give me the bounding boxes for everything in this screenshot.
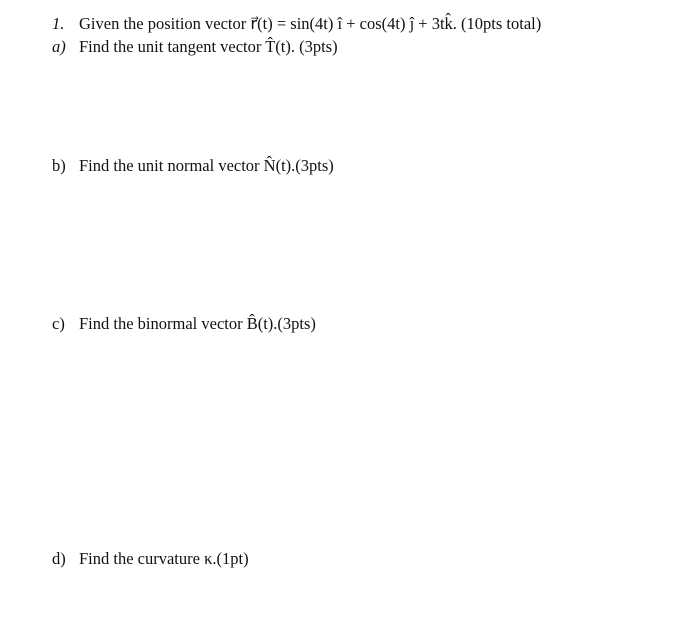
part-d-text: Find the curvature κ.(1pt)	[79, 549, 249, 568]
part-c-text: Find the binormal vector B̂(t).(3pts)	[79, 314, 316, 333]
part-b-marker: b)	[52, 156, 66, 175]
part-d-marker: d)	[52, 549, 66, 568]
part-c-marker: c)	[52, 314, 65, 333]
part-a-marker: a)	[52, 37, 66, 56]
question-prompt: Given the position vector r⃗(t) = sin(4t) î + cos(4t) ĵ + 3tk̂. (10pts total)	[79, 14, 542, 33]
question-number: 1.	[52, 14, 65, 33]
part-b-text: Find the unit normal vector N̂(t).(3pts)	[79, 156, 334, 175]
part-a-text: Find the unit tangent vector T̂(t). (3pts)	[79, 37, 338, 56]
